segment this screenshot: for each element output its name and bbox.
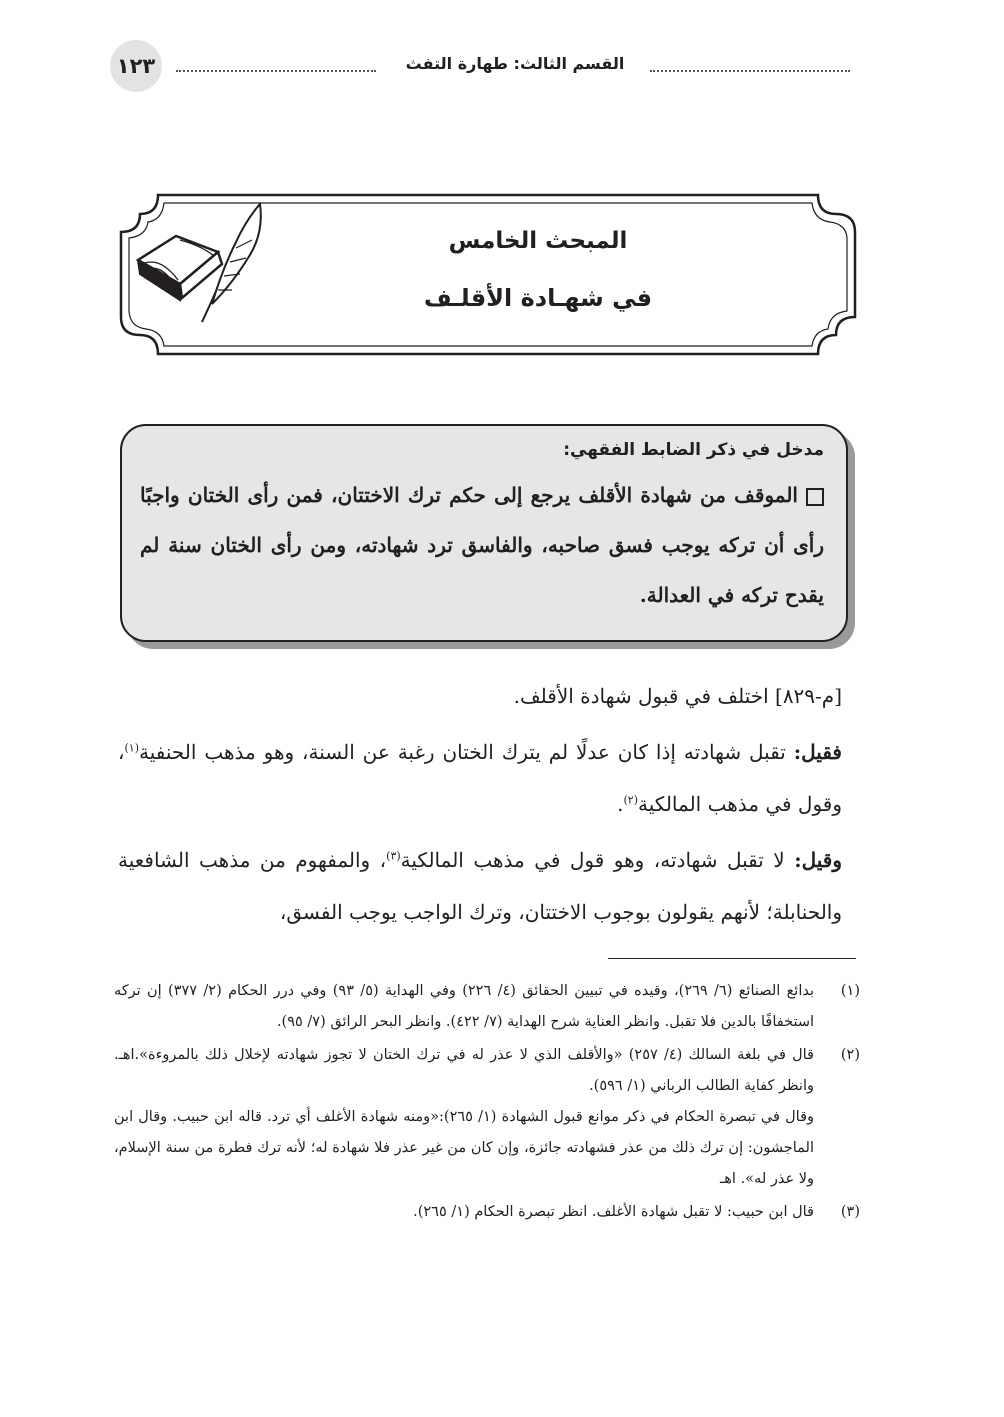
paragraph: [118, 726, 842, 830]
footnote: [114, 1040, 860, 1195]
footnote-separator: [608, 958, 856, 959]
footnote-text: قال ابن حبيب: لا تقبل شهادة الأغلف. انظر تبصرة الحكام (١/ ٢٦٥).: [413, 1204, 814, 1220]
square-bullet-icon: [806, 488, 824, 506]
footnote: [114, 1197, 860, 1228]
footnote-text: قال في بلغة السالك (٤/ ٢٥٧) «والأقلف الذي لا عذر له في ترك الختان لا تجوز شهادته لإخلال ذلك بالمروءة».اهـ. وانظر كفاية الطالب الرباني (١/ ٥٩٦).: [114, 1047, 814, 1094]
paragraph-text: ، وقول في مذهب المالكية: [118, 740, 842, 816]
paragraph-text: [م-٨٢٩] اختلف في قبول شهادة الأقلف.: [513, 684, 842, 708]
header-dotted-leader: [176, 70, 376, 72]
paragraph-text: تقبل شهادته إذا كان عدلًا لم يترك الختان رغبة عن السنة، وهو مذهب الحنفية: [138, 740, 794, 764]
paragraph: [118, 834, 842, 938]
section-subheading: في شهـادة الأقلـف: [423, 284, 653, 312]
header-dotted-leader: [650, 70, 850, 72]
body-text: [118, 670, 842, 942]
footnote-number: (٣): [840, 1204, 860, 1220]
footnote-number: (٢): [840, 1047, 860, 1063]
footnote: [114, 976, 860, 1038]
paragraph-text: ، والمفهوم من مذهب الشافعية والحنابلة؛ لأنهم يقولون بوجوب الاختتان، وترك الواجب يوجب الفسق،: [118, 848, 842, 924]
footnote-ref[interactable]: (٢): [623, 793, 639, 807]
footnote-text: بدائع الصنائع (٦/ ٢٦٩)، وقيده في تبيين الحقائق (٤/ ٢٢٦) وفي الهداية (٥/ ٩٣) وفي درر الحكام (٢/ ٣٧٧) إن تركه استخفافًا بالدين فلا تقبل. وانظر العناية شرح الهداية (٧/ ٤٢٢). وانظر البحر الرائق (٧/ ٩٥).: [114, 983, 815, 1030]
section-heading: المبحث الخامس: [448, 228, 628, 254]
legal-rule-box: [120, 424, 848, 642]
opinion-label: وقيل:: [794, 848, 842, 872]
running-title: القسم الثالث: طهارة التفث: [405, 54, 625, 73]
footnote-number: (١): [840, 983, 860, 999]
book-quill-icon: [132, 200, 272, 330]
rule-text: الموقف من شهادة الأقلف يرجع إلى حكم ترك الاختتان، فمن رأى الختان واجبًا رأى أن تركه يوجب فسق صاحبه، والفاسق ترد شهادته، ومن رأى الختان سنة لم يقدح تركه في العدالة.: [140, 483, 824, 607]
footnote-text: وقال في تبصرة الحكام في ذكر موانع قبول الشهادة (١/ ٢٦٥):«ومنه شهادة الأغلف أي ترد. قاله ابن حبيب. وقال ابن الماجشون: إن ترك ذلك من عذر فشهادته جائزة، وإن كان من غير عذر فلا شهادة له؛ لأنه ترك فطرة من سنة الإسلام، ولا عذر له». اهـ: [114, 1109, 814, 1187]
footnotes: [114, 976, 860, 1230]
page-header: [110, 40, 850, 100]
page-number: ١٢٣: [110, 40, 162, 92]
paragraph-text: لا تقبل شهادته، وهو قول في مذهب المالكية: [400, 848, 795, 872]
rule-box-text: [140, 470, 824, 620]
footnote-ref[interactable]: (٣): [386, 849, 401, 863]
footnote-ref[interactable]: (١): [124, 741, 139, 755]
chapter-banner: [118, 192, 858, 357]
paragraph-text: .: [617, 792, 624, 816]
paragraph: [118, 670, 842, 722]
rule-box-title: مدخل في ذكر الضابط الفقهي:: [563, 440, 824, 460]
opinion-label: فقيل:: [793, 740, 842, 764]
